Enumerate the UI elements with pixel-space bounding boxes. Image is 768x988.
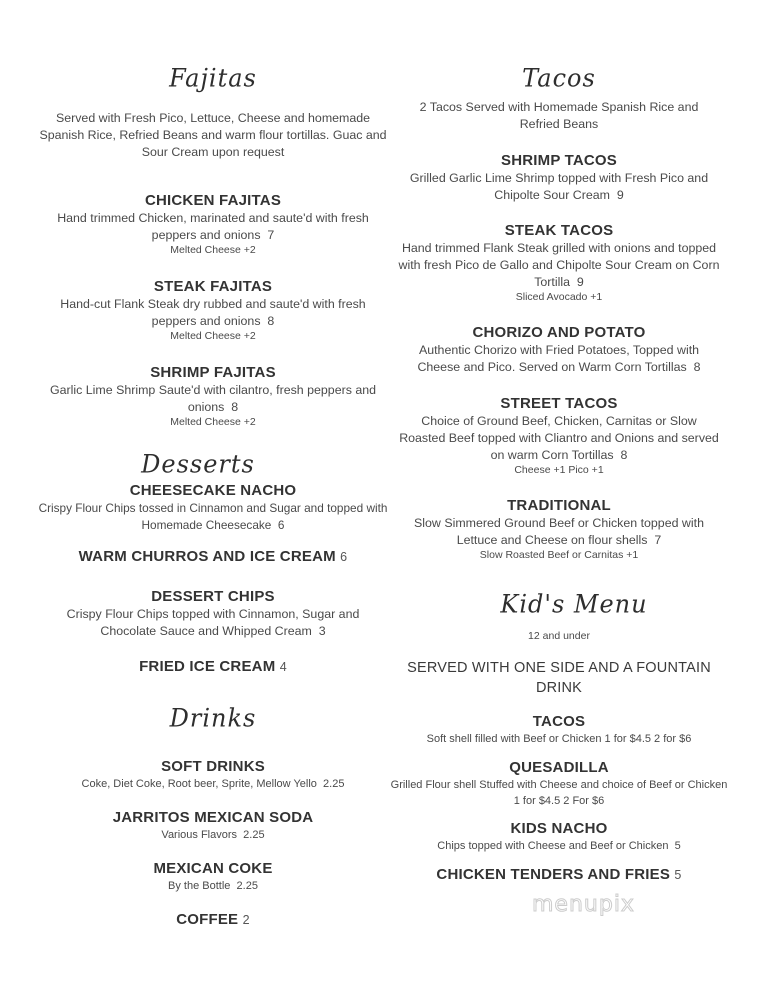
- item-price: 5: [674, 840, 681, 852]
- item-title: WARM CHURROS AND ICE CREAM 6: [78, 548, 348, 565]
- item-title: CHEESECAKE NACHO: [129, 482, 297, 499]
- item-addon: Melted Cheese +2: [170, 244, 256, 256]
- item-title: KIDS NACHO: [510, 820, 608, 837]
- item-price: 4: [279, 660, 287, 674]
- item-title: STEAK FAJITAS: [153, 278, 273, 295]
- tacos-intro: 2 Tacos Served with Homemade Spanish Rice and Refried Beans: [419, 100, 699, 131]
- menu-item-steak-tacos: [398, 222, 720, 304]
- item-title: FRIED ICE CREAM 4: [139, 658, 287, 675]
- menu-item-dessert-chips: [38, 588, 388, 640]
- item-description: Choice of Ground Beef, Chicken, Carnitas or Slow Roasted Beef topped with Cliantro and Onions and served on warm Corn Tortillas 8: [399, 414, 719, 462]
- item-title: SHRIMP TACOS: [500, 152, 618, 169]
- menu-item-coffee: [38, 911, 388, 929]
- menu-item-chicken-fajitas: [38, 192, 388, 257]
- item-description: Various Flavors 2.25: [161, 829, 265, 841]
- item-description: Authentic Chorizo with Fried Potatoes, Topped with Cheese and Pico. Served on Warm Corn Tortillas 8: [417, 343, 701, 374]
- menu-item-shrimp-fajitas: [38, 364, 388, 429]
- item-addon: Sliced Avocado +1: [515, 291, 603, 303]
- item-description: Crispy Flour Chips topped with Cinnamon, Sugar and Chocolate Sauce and Whipped Cream 3: [66, 607, 360, 638]
- menu-item-kids-tacos: [398, 713, 720, 747]
- item-description: Grilled Flour shell Stuffed with Cheese and choice of Beef or Chicken 1 for $4.5 2 For $6: [390, 779, 728, 807]
- item-title: STREET TACOS: [500, 395, 618, 412]
- item-addon: Slow Roasted Beef or Carnitas +1: [479, 549, 639, 561]
- kids-served-note: SERVED WITH ONE SIDE AND A FOUNTAIN DRINK: [407, 660, 711, 696]
- item-price: 8: [693, 360, 701, 374]
- menu-item-mexican-coke: [38, 860, 388, 894]
- menu-item-kids-nacho: [398, 820, 720, 854]
- item-title: TRADITIONAL: [507, 497, 611, 514]
- item-addon: Cheese +1 Pico +1: [514, 464, 604, 476]
- item-description: Soft shell filled with Beef or Chicken 1 for $4.5 2 for $6: [426, 733, 692, 745]
- item-addon: Melted Cheese +2: [170, 330, 256, 342]
- item-title: SOFT DRINKS: [161, 758, 265, 775]
- item-title: MEXICAN COKE: [153, 860, 273, 877]
- item-title: CHICKEN TENDERS AND FRIES 5: [436, 866, 682, 883]
- item-title: STEAK TACOS: [504, 222, 614, 239]
- menu-item-shrimp-tacos: [398, 152, 720, 204]
- item-price: 2.25: [236, 880, 258, 892]
- menu-item-cheesecake-nacho: [38, 482, 388, 534]
- item-description: Hand trimmed Flank Steak grilled with onions and topped with fresh Pico de Gallo and Chipolte Sour Cream on Corn Tortilla 9: [398, 241, 720, 289]
- item-description: Garlic Lime Shrimp Saute'd with cilantro, fresh peppers and onions 8: [49, 383, 377, 414]
- item-price: 8: [231, 400, 239, 414]
- menu-item-street-tacos: [398, 395, 720, 477]
- fajitas-intro: Served with Fresh Pico, Lettuce, Cheese and homemade Spanish Rice, Refried Beans and warm flour tortillas. Guac and Sour Cream upon request: [39, 111, 387, 159]
- item-price: 5: [674, 868, 682, 882]
- menu-item-fried-ice-cream: [38, 658, 388, 676]
- item-title: COFFEE 2: [176, 911, 250, 928]
- item-price: 2.25: [323, 778, 345, 790]
- menu-item-chorizo: [398, 324, 720, 376]
- item-price: 6: [340, 550, 348, 564]
- item-price: 9: [576, 275, 584, 289]
- item-title: CHICKEN FAJITAS: [144, 192, 282, 209]
- item-price: 7: [654, 533, 662, 547]
- menu-item-chicken-tenders: [388, 866, 730, 884]
- item-title: CHORIZO AND POTATO: [472, 324, 646, 341]
- item-price: 8: [267, 314, 275, 328]
- drinks-heading: Drinks: [169, 703, 257, 733]
- kids-menu-heading: Kid's Menu: [500, 589, 648, 619]
- item-title: DESSERT CHIPS: [151, 588, 275, 605]
- item-price: 3: [318, 624, 326, 638]
- tacos-heading: Tacos: [522, 63, 596, 93]
- item-price: 9: [616, 188, 624, 202]
- fajitas-heading: Fajitas: [169, 63, 257, 93]
- item-description: Hand-cut Flank Steak dry rubbed and saute'd with fresh peppers and onions 8: [60, 297, 366, 328]
- item-title: QUESADILLA: [509, 759, 609, 776]
- item-price: 7: [267, 228, 275, 242]
- menu-item-churros: [28, 548, 398, 566]
- item-description: By the Bottle 2.25: [168, 880, 258, 892]
- item-price: 2: [242, 913, 250, 927]
- item-title: SHRIMP FAJITAS: [150, 364, 276, 381]
- item-description: Coke, Diet Coke, Root beer, Sprite, Mellow Yello 2.25: [81, 778, 345, 790]
- item-price: 6: [277, 518, 285, 532]
- item-title: TACOS: [532, 713, 586, 730]
- item-addon: Melted Cheese +2: [170, 416, 256, 428]
- item-price: 8: [620, 448, 628, 462]
- menu-item-soft-drinks: [38, 758, 388, 792]
- menu-item-steak-fajitas: [38, 278, 388, 343]
- menu-item-jarritos: [38, 809, 388, 843]
- item-description: Slow Simmered Ground Beef or Chicken topped with Lettuce and Cheese on flour shells 7: [414, 516, 704, 547]
- menupix-watermark: menupix: [532, 892, 635, 917]
- menu-item-traditional: [398, 497, 720, 562]
- desserts-heading: Desserts: [141, 449, 255, 479]
- item-description: Chips topped with Cheese and Beef or Chicken 5: [437, 840, 681, 852]
- item-price: 2.25: [243, 829, 265, 841]
- item-description: Crispy Flour Chips tossed in Cinnamon and Sugar and topped with Homemade Cheesecake 6: [38, 501, 388, 532]
- menu-item-quesadilla: [388, 759, 730, 809]
- item-title: JARRITOS MEXICAN SODA: [112, 809, 314, 826]
- item-description: Hand trimmed Chicken, marinated and saute'd with fresh peppers and onions 7: [57, 211, 369, 242]
- item-description: Grilled Garlic Lime Shrimp topped with Fresh Pico and Chipolte Sour Cream 9: [409, 171, 709, 202]
- kids-age-note: 12 and under: [528, 630, 590, 642]
